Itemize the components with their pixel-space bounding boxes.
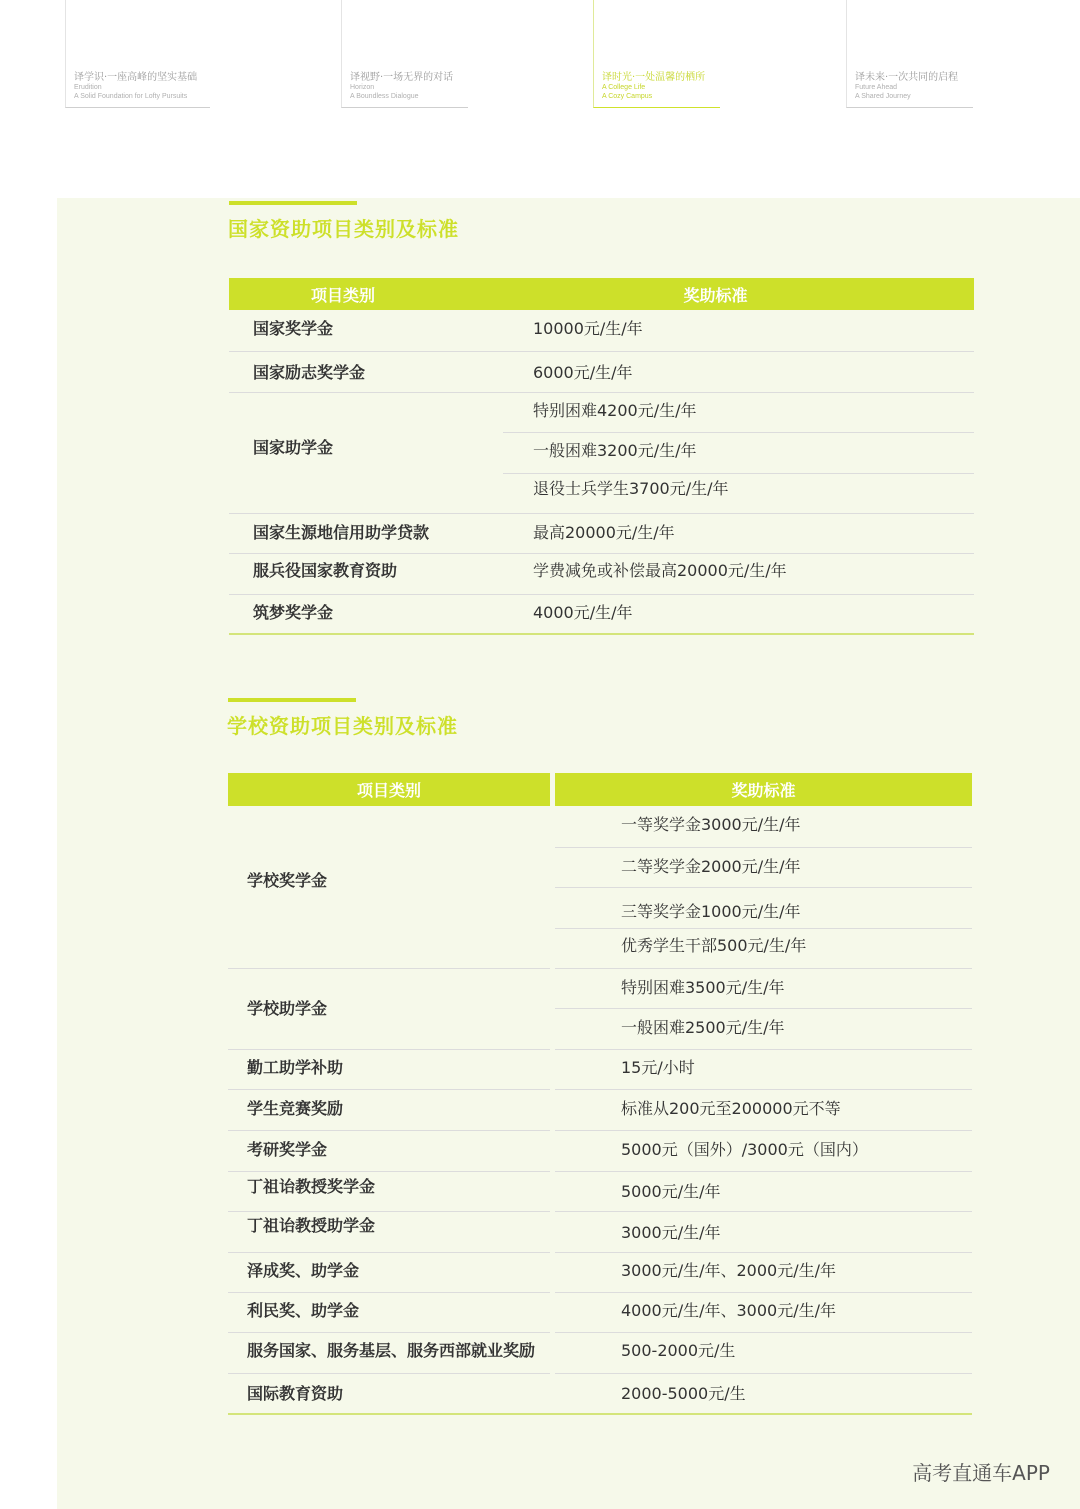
row-divider [555,1332,972,1333]
row-divider [228,1332,550,1333]
school-row-category: 利民奖、助学金 [247,1301,360,1320]
row-divider [555,1211,972,1212]
row-divider [555,1130,972,1131]
row-divider [228,1252,550,1253]
row-divider [555,1049,972,1050]
watermark: 高考直通车APP [912,1461,1050,1485]
row-divider [555,968,972,969]
tab-future-ahead[interactable] [846,0,973,108]
school-row-standard: 一般困难2500元/生/年 [621,1018,785,1037]
row-divider [555,1373,972,1374]
row-divider [228,968,550,969]
section-accent-bar [229,201,357,205]
tab-title: 译学识·一座高峰的坚实基础 [74,72,198,83]
school-row-category: 考研奖学金 [247,1140,328,1159]
tab-subtitle: Future Ahead [855,84,898,91]
row-divider [555,928,972,929]
school-row-standard: 优秀学生干部500元/生/年 [621,936,807,955]
national-row-category: 国家生源地信用助学贷款 [253,523,430,542]
national-row-category: 国家助学金 [253,438,334,457]
national-header-category: 项目类别 [229,278,457,310]
school-row-category: 国际教育资助 [247,1384,344,1403]
row-divider [555,887,972,888]
row-divider [503,473,974,474]
row-divider [228,1373,550,1374]
school-row-category: 勤工助学补助 [247,1058,344,1077]
school-row-standard: 标准从200元至200000元不等 [621,1099,841,1118]
row-divider [229,513,974,514]
school-row-standard: 15元/小时 [621,1058,695,1077]
row-divider [555,1008,972,1009]
school-row-standard: 二等奖学金2000元/生/年 [621,857,801,876]
school-row-category: 服务国家、服务基层、服务西部就业奖励 [247,1341,536,1360]
section-accent-bar [228,698,356,702]
row-divider [555,847,972,848]
national-row-standard: 4000元/生/年 [533,603,633,622]
row-divider [555,1292,972,1293]
content-panel [57,198,1080,1509]
school-row-category: 丁祖诒教授助学金 [247,1216,376,1235]
school-row-category: 学校助学金 [247,999,328,1018]
national-row-category: 国家奖学金 [253,319,334,338]
school-row-category: 丁祖诒教授奖学金 [247,1177,376,1196]
school-row-standard: 3000元/生/年 [621,1223,721,1242]
school-row-standard: 2000-5000元/生 [621,1384,746,1403]
national-row-standard: 6000元/生/年 [533,363,633,382]
tab-title: 译视野·一场无界的对话 [350,72,454,83]
row-divider [555,1252,972,1253]
school-row-standard: 3000元/生/年、2000元/生/年 [621,1261,837,1280]
national-row-standard: 特别困难4200元/生/年 [533,401,697,420]
tab-college-life[interactable] [593,0,720,108]
school-row-standard: 三等奖学金1000元/生/年 [621,902,801,921]
national-row-standard: 最高20000元/生/年 [533,523,675,542]
national-row-standard: 10000元/生/年 [533,319,643,338]
national-header-standard: 奖助标准 [457,278,974,310]
school-row-standard: 5000元/生/年 [621,1182,721,1201]
row-divider [555,1089,972,1090]
tab-subtitle: A College Life [602,84,646,91]
row-divider [503,432,974,433]
row-divider [228,1049,550,1050]
school-row-standard: 500-2000元/生 [621,1341,736,1360]
national-row-standard: 学费减免或补偿最高20000元/生/年 [533,561,787,580]
table-bottom-border [229,633,974,635]
row-divider [229,351,974,352]
tab-title: 译时光·一处温馨的栖所 [602,72,706,83]
national-section-title: 国家资助项目类别及标准 [228,217,459,241]
national-row-category: 国家励志奖学金 [253,363,366,382]
row-divider [229,553,974,554]
tab-subtitle: Erudition [74,84,102,91]
tab-subtitle: A Shared Journey [855,93,911,100]
tab-subtitle: A Boundless Dialogue [350,93,419,100]
school-header-category: 项目类别 [228,773,550,806]
tab-subtitle: A Solid Foundation for Lofty Pursuits [74,93,188,100]
school-row-standard: 一等奖学金3000元/生/年 [621,815,801,834]
school-row-category: 学校奖学金 [247,871,328,890]
tab-erudition[interactable] [65,0,210,108]
national-row-category: 筑梦奖学金 [253,603,334,622]
row-divider [228,1292,550,1293]
school-row-standard: 特别困难3500元/生/年 [621,978,785,997]
row-divider [228,1211,550,1212]
row-divider [228,1171,550,1172]
row-divider [555,1171,972,1172]
school-row-standard: 5000元（国外）/3000元（国内） [621,1140,868,1159]
tab-horizon[interactable] [341,0,468,108]
national-row-standard: 退役士兵学生3700元/生/年 [533,479,729,498]
row-divider [228,1089,550,1090]
table-bottom-border [228,1413,972,1415]
school-section-title: 学校资助项目类别及标准 [227,714,458,738]
tab-subtitle: Horizon [350,84,375,91]
tab-title: 译未来·一次共同的启程 [855,72,959,83]
national-row-category: 服兵役国家教育资助 [253,561,398,580]
row-divider [229,392,974,393]
row-divider [228,1130,550,1131]
school-row-category: 泽成奖、助学金 [247,1261,360,1280]
school-row-standard: 4000元/生/年、3000元/生/年 [621,1301,837,1320]
school-row-category: 学生竞赛奖励 [247,1099,344,1118]
national-row-standard: 一般困难3200元/生/年 [533,441,697,460]
tab-subtitle: A Cozy Campus [602,93,653,100]
school-header-standard: 奖助标准 [555,773,972,806]
row-divider [229,594,974,595]
